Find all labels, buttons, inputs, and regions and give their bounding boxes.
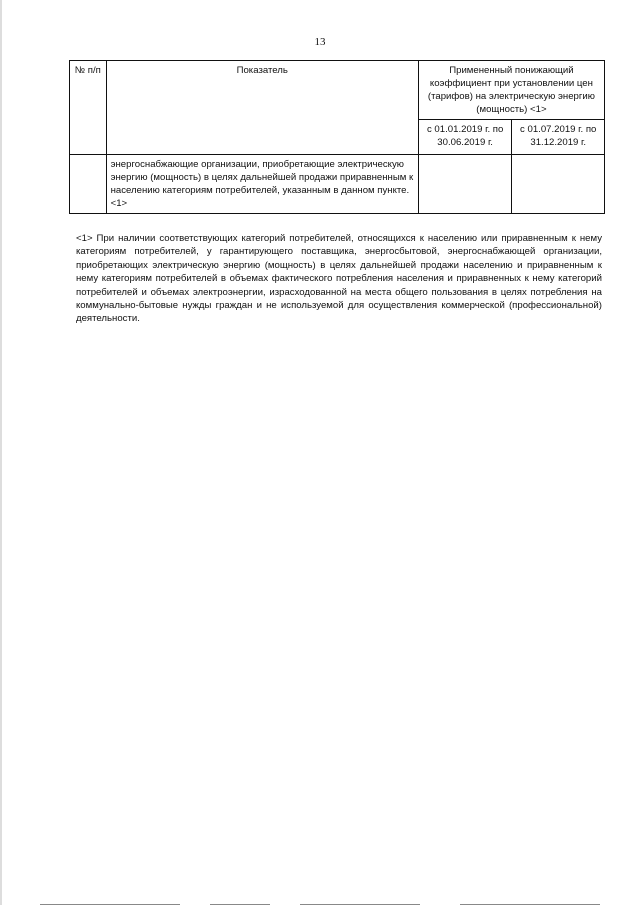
header-cell-coefficient: Примененный понижающий коэффициент при установлении цен (тарифов) на электрическую энергию (мощность) <1> bbox=[418, 61, 604, 120]
header-cell-number: № п/п bbox=[70, 61, 107, 155]
page-number: 13 bbox=[314, 36, 326, 48]
header-cell-period-1: с 01.01.2019 г. по 30.06.2019 г. bbox=[418, 120, 512, 155]
footnote: <1> При наличии соответствующих категорий потребителей, относящихся к населению или приравненным к нему категориям потребителей, у гарантирующего поставщика, энергосбытовой, энергоснабжающей организации, приобретающих электрическую энергию (мощность) в целях дальнейшей продажи населению и приравненным к нему категориям потребителей в объемах фактического потребления населения и приравненных к нему категорий потребителей и объемах электроэнергии, израсходованной на места общего пользования в целях потребления на коммунально-бытовые нужды граждан и не используемой для осуществления коммерческой (профессиональной) деятельности. bbox=[76, 233, 602, 325]
header-cell-indicator: Показатель bbox=[106, 61, 418, 155]
row-value-cell-1 bbox=[418, 155, 512, 214]
row-number-cell bbox=[70, 155, 107, 214]
header-cell-period-2: с 01.07.2019 г. по 31.12.2019 г. bbox=[512, 120, 605, 155]
row-indicator-cell: энергоснабжающие организации, приобретающие электрическую энергию (мощность) в целях дальнейшей продажи приравненным к населению категориям потребителей, указанным в данном пункте. <1> bbox=[106, 155, 418, 214]
row-value-cell-2 bbox=[512, 155, 605, 214]
tariff-coefficient-table bbox=[69, 60, 605, 214]
table-header-row bbox=[70, 61, 605, 120]
table-row bbox=[70, 155, 605, 214]
scan-edge bbox=[0, 0, 2, 905]
